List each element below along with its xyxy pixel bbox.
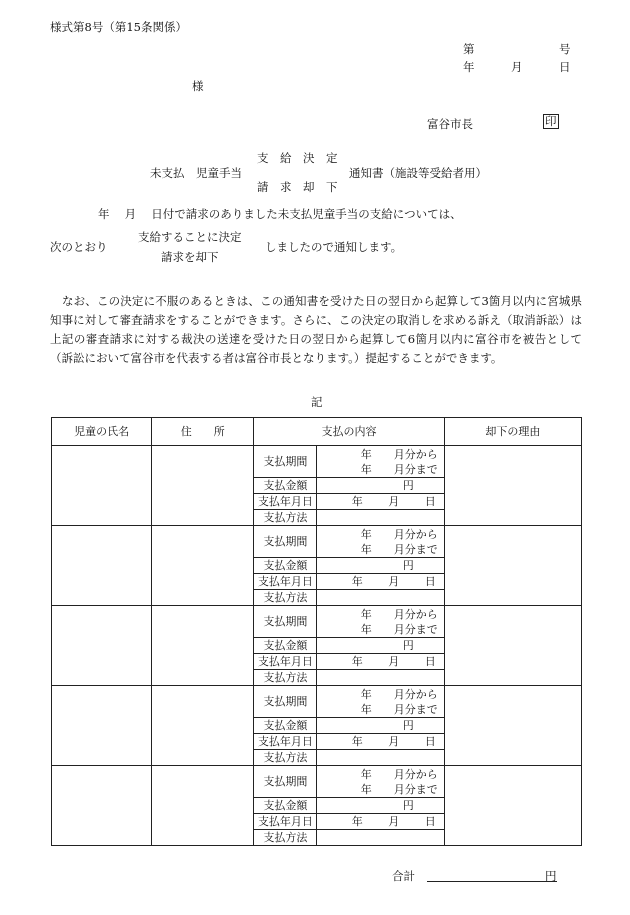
number-suffix: 号 (559, 42, 571, 56)
amount-value-cell[interactable]: 円 (317, 638, 444, 654)
payment-date-value-cell[interactable]: 年 月 日 (317, 814, 444, 830)
period-label: 支払期間 (254, 606, 317, 638)
payment-method-label: 支払方法 (254, 590, 317, 606)
payment-method-label: 支払方法 (254, 510, 317, 526)
rejection-reason-cell[interactable] (444, 446, 581, 526)
col-address: 住 所 (152, 418, 254, 446)
payment-date-label: 支払年月日 (254, 574, 317, 590)
table-header-row (52, 418, 582, 446)
mayor-title: 富谷市長 (427, 117, 473, 131)
payment-method-label: 支払方法 (254, 750, 317, 766)
rejection-reason-cell[interactable] (444, 686, 581, 766)
period-value-cell[interactable] (317, 446, 444, 478)
payment-method-value-cell[interactable] (317, 750, 444, 766)
option-reject: 請求を却下 (161, 250, 219, 264)
table-row (52, 446, 582, 478)
amount-label: 支払金額 (254, 478, 317, 494)
col-child-name: 児童の氏名 (52, 418, 152, 446)
table-row (52, 686, 582, 718)
title-left: 未支払 児童手当 (150, 166, 242, 180)
child-name-cell[interactable] (52, 446, 152, 526)
amount-label: 支払金額 (254, 558, 317, 574)
payment-method-value-cell[interactable] (317, 830, 444, 846)
period-label: 支払期間 (254, 446, 317, 478)
amount-label: 支払金額 (254, 638, 317, 654)
date-day: 日 (559, 60, 571, 74)
total-amount-line (427, 881, 557, 882)
title-right: 通知書（施設等受給者用） (349, 166, 487, 180)
as-follows: 次のとおり (50, 240, 108, 254)
payment-date-value-cell[interactable]: 年 月 日 (317, 494, 444, 510)
period-label: 支払期間 (254, 526, 317, 558)
number-prefix: 第 (463, 42, 475, 56)
date-year: 年 (463, 60, 475, 74)
period-to: 年 月分まで (360, 622, 438, 636)
payment-date-value-cell[interactable]: 年 月 日 (317, 654, 444, 670)
total-label: 合計 (392, 869, 415, 883)
payment-method-value-cell[interactable] (317, 670, 444, 686)
form-number: 様式第8号（第15条関係） (50, 20, 187, 34)
rejection-reason-cell[interactable] (444, 766, 581, 846)
payment-method-value-cell[interactable] (317, 590, 444, 606)
appeal-notice: なお、この決定に不服のあるときは、この通知書を受けた日の翌日から起算して3箇月以内に宮城県知事に対して審査請求をすることができます。さらに、この決定の取消しを求める訴え（取消訴訟）は上記の審査請求に対する裁決の送達を受けた日の翌日から起算して6箇月以内に富谷市を被告として（訴訟において富谷市を代表する者は富谷市長となります。）提起することができます。 (50, 294, 582, 365)
col-payment-details: 支払の内容 (254, 418, 444, 446)
period-to: 年 月分まで (360, 542, 438, 556)
rejection-reason-cell[interactable] (444, 606, 581, 686)
child-name-cell[interactable] (52, 686, 152, 766)
period-from: 年 月分から (360, 447, 438, 461)
address-cell[interactable] (152, 606, 254, 686)
payment-date-value-cell[interactable]: 年 月 日 (317, 734, 444, 750)
rejection-reason-cell[interactable] (444, 526, 581, 606)
request-date-line: 年 月 日付で請求のありました未支払児童手当の支給については、 (98, 207, 462, 221)
seal-mark: 印 (545, 114, 557, 128)
amount-label: 支払金額 (254, 798, 317, 814)
child-name-cell[interactable] (52, 766, 152, 846)
payment-date-label: 支払年月日 (254, 734, 317, 750)
table-row (52, 766, 582, 798)
record-table (51, 417, 582, 846)
child-name-cell[interactable] (52, 606, 152, 686)
address-cell[interactable] (152, 446, 254, 526)
period-value-cell[interactable] (317, 526, 444, 558)
payment-date-label: 支払年月日 (254, 654, 317, 670)
payment-method-label: 支払方法 (254, 670, 317, 686)
amount-label: 支払金額 (254, 718, 317, 734)
address-cell[interactable] (152, 526, 254, 606)
date-month: 月 (511, 60, 523, 74)
total-yen: 円 (545, 869, 557, 883)
period-to: 年 月分まで (360, 702, 438, 716)
amount-value-cell[interactable]: 円 (317, 478, 444, 494)
period-label: 支払期間 (254, 766, 317, 798)
option-grant: 支給することに決定 (138, 230, 242, 244)
period-from: 年 月分から (360, 687, 438, 701)
period-to: 年 月分まで (360, 462, 438, 476)
table-row (52, 526, 582, 558)
period-to: 年 月分まで (360, 782, 438, 796)
period-value-cell[interactable] (317, 766, 444, 798)
payment-method-value-cell[interactable] (317, 510, 444, 526)
amount-value-cell[interactable]: 円 (317, 798, 444, 814)
payment-date-label: 支払年月日 (254, 814, 317, 830)
period-value-cell[interactable] (317, 606, 444, 638)
payment-date-value-cell[interactable]: 年 月 日 (317, 574, 444, 590)
period-from: 年 月分から (360, 527, 438, 541)
title-option-decision: 支 給 決 定 (257, 151, 338, 165)
child-name-cell[interactable] (52, 526, 152, 606)
amount-value-cell[interactable]: 円 (317, 558, 444, 574)
period-value-cell[interactable] (317, 686, 444, 718)
ki-heading: 記 (311, 395, 323, 409)
notification-tail: しましたので通知します。 (265, 240, 403, 254)
payment-method-label: 支払方法 (254, 830, 317, 846)
period-from: 年 月分から (360, 767, 438, 781)
title-option-rejection: 請 求 却 下 (257, 180, 338, 194)
period-label: 支払期間 (254, 686, 317, 718)
amount-value-cell[interactable]: 円 (317, 718, 444, 734)
col-rejection-reason: 却下の理由 (444, 418, 581, 446)
period-from: 年 月分から (360, 607, 438, 621)
address-cell[interactable] (152, 766, 254, 846)
recipient-honorific: 様 (192, 79, 204, 93)
address-cell[interactable] (152, 686, 254, 766)
payment-date-label: 支払年月日 (254, 494, 317, 510)
table-row (52, 606, 582, 638)
